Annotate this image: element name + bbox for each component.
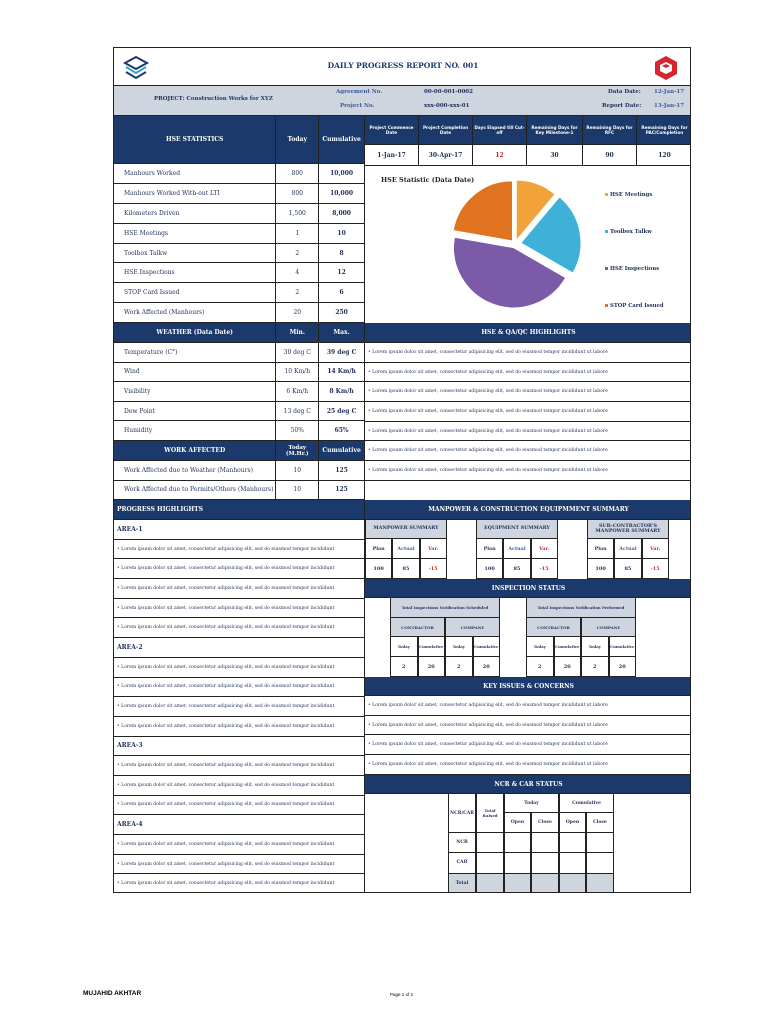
actual-label: Actual <box>392 539 419 559</box>
weather-row-min: 13 deg C <box>276 402 319 421</box>
legend-label: STOP Card Issued <box>610 303 664 309</box>
date-header: Project Completion Date <box>419 116 473 144</box>
hse-row <box>114 184 364 204</box>
ncr-empty-cell <box>559 874 586 893</box>
plan-value: 100 <box>587 559 614 579</box>
hse-row-cumulative: 10 <box>337 229 346 237</box>
hse-highlight-item: • Lorem ipsum dolor sit amet, consectetur adipisicing elit, sed do eiusmod tempor incididunt ut labore <box>365 363 691 383</box>
hse-cumulative-header: Cumulative <box>322 136 361 143</box>
work-affected-rows <box>114 461 364 500</box>
actual-label: Actual <box>503 539 530 559</box>
weather-row-label: Humidity <box>114 421 276 440</box>
hse-highlight-item: • Lorem ipsum dolor sit amet, consectetur adipisicing elit, sed do eiusmod tempor incididunt ut labore <box>365 461 691 481</box>
manpower-groups <box>365 520 691 579</box>
project-info-band <box>114 86 691 116</box>
progress-item: AREA-3 <box>114 737 364 757</box>
date-value: 90 <box>583 145 637 165</box>
plan-label: Plan <box>587 539 614 559</box>
ncr-row-label: CAR <box>448 853 476 873</box>
daily-progress-report <box>113 47 691 893</box>
manpower-summary <box>365 500 691 579</box>
progress-item: • Lorem ipsum dolor sit amet, consectetur adipisicing elit, sed do eiusmod tempor incididunt <box>114 717 364 737</box>
report-date-label: Report Date: <box>602 103 642 109</box>
hse-row-cumulative: 10,000 <box>330 169 354 177</box>
hse-highlight-item: • Lorem ipsum dolor sit amet, consectetur adipisicing elit, sed do eiusmod tempor incididunt ut labore <box>365 422 691 442</box>
hse-row <box>114 204 364 224</box>
weather-row-label: Temperature (C°) <box>114 343 276 362</box>
hse-highlight-item: • Lorem ipsum dolor sit amet, consectetur adipisicing elit, sed do eiusmod tempor incididunt ut labore <box>365 343 691 363</box>
date-value: 120 <box>658 151 671 159</box>
hse-row-cumulative: 10,000 <box>330 189 354 197</box>
var-value: -15 <box>531 559 558 579</box>
key-issues-list <box>365 696 691 775</box>
date-header: Project Commence Date <box>365 116 419 144</box>
ncr-empty-cell <box>531 853 559 873</box>
progress-item: • Lorem ipsum dolor sit amet, consectetur adipisicing elit, sed do eiusmod tempor incididunt <box>114 874 364 893</box>
report-header <box>114 48 691 86</box>
ncr-col-label: NCR/CAR <box>448 794 476 833</box>
plan-label: Plan <box>476 539 503 559</box>
data-date-label: Data Date: <box>608 89 641 95</box>
ncr-empty-cell <box>559 853 586 873</box>
weather-min-header: Min. <box>276 323 319 342</box>
weather-row-max: 25 deg C <box>326 407 357 415</box>
hse-highlight-item: • Lorem ipsum dolor sit amet, consectetur adipisicing elit, sed do eiusmod tempor incididunt ut labore <box>365 382 691 402</box>
weather-table <box>114 323 365 441</box>
date-headers-row <box>365 116 691 145</box>
ncr-empty-cell <box>476 853 504 873</box>
key-issues-header: KEY ISSUES & CONCERNS <box>365 677 691 696</box>
work-affected-header-row <box>114 441 364 461</box>
hse-row <box>114 263 364 283</box>
weather-row-min: 10 Km/h <box>276 363 319 382</box>
ncr-empty-cell <box>586 874 614 893</box>
weather-rows <box>114 343 364 441</box>
progress-item: • Lorem ipsum dolor sit amet, consectetur adipisicing elit, sed do eiusmod tempor incididunt <box>114 756 364 776</box>
hse-highlights-header: HSE & QA/QC HIGHLIGHTS <box>365 323 691 343</box>
project-prefix: PROJECT: <box>154 96 185 102</box>
ncr-empty-cell <box>531 833 559 853</box>
actual-value: 85 <box>392 559 419 579</box>
manpower-group-title: SUB-CONTRACTOR'S MANPOWER SUMMARY <box>587 520 669 539</box>
progress-item: • Lorem ipsum dolor sit amet, consectetur adipisicing elit, sed do eiusmod tempor incididunt <box>114 618 364 638</box>
ncr-row-label: NCR <box>448 833 476 853</box>
work-affected-row <box>114 481 364 501</box>
hse-row-today: 1,500 <box>276 204 319 223</box>
weather-row <box>114 421 364 441</box>
inspection-value: 20 <box>473 657 501 677</box>
hse-highlight-item: • Lorem ipsum dolor sit amet, consectetur adipisicing elit, sed do eiusmod tempor incididunt ut labore <box>365 441 691 461</box>
var-value: -15 <box>420 559 447 579</box>
hse-row-label: Manhours Worked With-out LTI <box>114 184 276 203</box>
manpower-header: MANPOWER & CONSTRUCTION EQUIPMMENT SUMMARY <box>365 500 691 520</box>
data-date-value: 12-Jan-17 <box>654 89 685 95</box>
progress-highlights <box>114 500 365 893</box>
work-affected-cumulative-header: Cumulative <box>322 447 361 454</box>
project-no-value: xxx-000-xxx-01 <box>424 103 470 109</box>
weather-max-header: Max. <box>333 329 350 336</box>
hse-row-cumulative: 6 <box>339 289 344 297</box>
work-affected-label: Work Affected due to Weather (Manhours) <box>114 461 276 480</box>
work-affected-today: 10 <box>276 481 319 500</box>
date-value: 1-Jan-17 <box>365 145 419 165</box>
ncr-header: NCR & CAR STATUS <box>365 775 691 794</box>
progress-item: AREA-2 <box>114 638 364 658</box>
progress-item: AREA-4 <box>114 815 364 835</box>
legend-label: HSE Inspections <box>610 266 660 272</box>
hse-row-cumulative: 8,000 <box>332 209 351 217</box>
weather-row-max: 39 deg C <box>326 348 357 356</box>
weather-row-label: Wind <box>114 363 276 382</box>
actual-value: 85 <box>503 559 530 579</box>
var-label: Var. <box>420 539 447 559</box>
inspection-value: 20 <box>554 657 582 677</box>
progress-item: • Lorem ipsum dolor sit amet, consectetur adipisicing elit, sed do eiusmod tempor incididunt <box>114 678 364 698</box>
ncr-row-label: Total <box>448 874 476 893</box>
hse-row-cumulative: 8 <box>339 249 344 257</box>
weather-row-min: 6 Km/h <box>276 382 319 401</box>
chart-title: HSE Statistic (Data Date) <box>381 176 475 184</box>
work-affected-row <box>114 461 364 481</box>
date-value: 30-Apr-17 <box>419 145 473 165</box>
pie-slice-stop-card-issued <box>453 181 512 241</box>
legend-swatch <box>605 304 608 307</box>
inspection-contractor: CONTRACTOR <box>526 618 581 637</box>
date-header: Days Elapsed till Cut-off <box>473 116 527 144</box>
work-affected-table <box>114 441 365 500</box>
ncr-empty-cell <box>504 853 531 873</box>
weather-row-max: 8 Km/h <box>329 387 354 395</box>
footer-author: MUJAHID AKHTAR <box>83 990 142 997</box>
inspection-status <box>365 579 691 677</box>
ncr-empty-cell <box>504 833 531 853</box>
hse-row <box>114 244 364 264</box>
hse-row-label: Work Affected (Manhours) <box>114 303 276 322</box>
inspection-col-label: Cumulative <box>418 637 446 657</box>
ncr-today-header: Today <box>504 794 559 813</box>
progress-item: • Lorem ipsum dolor sit amet, consectetur adipisicing elit, sed do eiusmod tempor incididunt <box>114 855 364 875</box>
date-header: Remaining Days for Key Milestone-1 <box>527 116 583 144</box>
inspection-value: 2 <box>581 657 609 677</box>
hse-chart <box>365 166 691 323</box>
inspection-group-title: Total Inspections Notification Performed <box>526 598 636 618</box>
weather-row-max: 65% <box>334 427 349 435</box>
hse-row-today: 4 <box>276 263 319 282</box>
inspection-value: 2 <box>445 657 473 677</box>
progress-list <box>114 520 364 893</box>
date-milestones <box>365 116 691 166</box>
weather-header-row <box>114 323 364 343</box>
inspection-value: 20 <box>609 657 637 677</box>
pie-chart <box>365 166 691 323</box>
ncr-empty-cell <box>559 833 586 853</box>
hse-row-label: STOP Card Issued <box>114 283 276 302</box>
agreement-value: 00-00-001-0002 <box>424 89 473 95</box>
hse-row-today: 2 <box>276 283 319 302</box>
inspection-col-label: Cumulative <box>554 637 582 657</box>
progress-item: AREA-1 <box>114 520 364 540</box>
progress-item: • Lorem ipsum dolor sit amet, consectetur adipisicing elit, sed do eiusmod tempor incididunt <box>114 579 364 599</box>
weather-row <box>114 363 364 383</box>
ncr-empty-cell <box>476 874 504 893</box>
agreement-label: Agreement No. <box>336 89 383 95</box>
weather-header: WEATHER (Data Date) <box>114 323 276 342</box>
weather-row <box>114 402 364 422</box>
hse-rows <box>114 164 364 323</box>
weather-row <box>114 382 364 402</box>
weather-row-min: 50% <box>276 421 319 440</box>
hse-today-header: Today <box>276 116 319 163</box>
footer-page-number: Page 1 of 2 <box>390 992 414 997</box>
weather-row <box>114 343 364 363</box>
hse-row-label: Manhours Worked <box>114 164 276 183</box>
weather-row-label: Dew Point <box>114 402 276 421</box>
inspection-company: COMPANY <box>581 618 636 637</box>
inspection-value: 2 <box>526 657 554 677</box>
hse-header-row <box>114 116 364 164</box>
date-header: Remaining Days for PAC/Completion <box>641 125 688 135</box>
hse-row <box>114 303 364 323</box>
progress-item: • Lorem ipsum dolor sit amet, consectetur adipisicing elit, sed do eiusmod tempor incididunt <box>114 697 364 717</box>
ncr-empty-cell <box>586 833 614 853</box>
red-hexagon-logo-icon <box>652 54 680 82</box>
hse-highlights-list <box>365 343 691 481</box>
work-affected-cumulative: 125 <box>335 466 348 474</box>
date-header: Remaining Days for RFC <box>583 116 637 144</box>
hse-row-today: 2 <box>276 244 319 263</box>
inspection-company: COMPANY <box>445 618 500 637</box>
var-value: -15 <box>642 559 669 579</box>
hse-row-label: HSE Inspections <box>114 263 276 282</box>
hse-row-today: 20 <box>276 303 319 322</box>
progress-item: • Lorem ipsum dolor sit amet, consectetur adipisicing elit, sed do eiusmod tempor incididunt <box>114 796 364 816</box>
progress-item: • Lorem ipsum dolor sit amet, consectetur adipisicing elit, sed do eiusmod tempor incididunt <box>114 599 364 619</box>
progress-item: • Lorem ipsum dolor sit amet, consectetur adipisicing elit, sed do eiusmod tempor incididunt <box>114 559 364 579</box>
inspection-group-title: Total Inspections Notification Scheduled <box>390 598 500 618</box>
key-issue-item: • Lorem ipsum dolor sit amet, consectetur adipisicing elit, sed do eiusmod tempor incididunt ut labore <box>365 735 691 755</box>
work-affected-today-header: Today (M.Hr.) <box>276 441 319 460</box>
plan-value: 100 <box>365 559 392 579</box>
ncr-close-today: Close <box>531 813 559 833</box>
hse-row <box>114 283 364 303</box>
hse-row-cumulative: 12 <box>337 269 346 277</box>
inspection-value: 2 <box>390 657 418 677</box>
hse-row-label: HSE Meetings <box>114 224 276 243</box>
work-affected-today: 10 <box>276 461 319 480</box>
weather-row-min: 30 deg C <box>276 343 319 362</box>
ncr-open-today: Open <box>504 813 531 833</box>
legend-swatch <box>605 267 608 270</box>
weather-row-max: 14 Km/h <box>327 368 356 376</box>
inspection-col-label: Cumulative <box>473 637 501 657</box>
manpower-group-title: EQUIPMENT SUMMARY <box>476 520 558 539</box>
key-issues <box>365 677 691 775</box>
hse-highlight-item: • Lorem ipsum dolor sit amet, consectetur adipisicing elit, sed do eiusmod tempor incididunt ut labore <box>365 402 691 422</box>
work-affected-label: Work Affected due to Permits/Others (Manhours) <box>114 481 276 500</box>
hse-row-label: Kilometers Driven <box>114 204 276 223</box>
legend-swatch <box>605 193 608 196</box>
hse-header: HSE STATISTICS <box>114 116 276 163</box>
ncr-table <box>365 794 691 893</box>
legend-label: HSE Meetings <box>610 192 653 198</box>
plan-label: Plan <box>365 539 392 559</box>
ncr-total-raised: Total Raised <box>476 794 504 833</box>
project-line <box>154 96 273 102</box>
var-label: Var. <box>531 539 558 559</box>
inspection-groups <box>365 598 691 677</box>
work-affected-cumulative: 125 <box>335 486 348 494</box>
inspection-col-label: Today <box>526 637 554 657</box>
report-date-value: 13-Jan-17 <box>654 103 685 109</box>
weather-row-label: Visibility <box>114 382 276 401</box>
key-issue-item: • Lorem ipsum dolor sit amet, consectetur adipisicing elit, sed do eiusmod tempor incididunt ut labore <box>365 696 691 716</box>
legend-label: Toolbox Talkw <box>610 229 652 235</box>
progress-item: • Lorem ipsum dolor sit amet, consectetur adipisicing elit, sed do eiusmod tempor incididunt <box>114 658 364 678</box>
ncr-open-cum: Open <box>559 813 586 833</box>
ncr-empty-cell <box>504 874 531 893</box>
key-issue-item: • Lorem ipsum dolor sit amet, consectetur adipisicing elit, sed do eiusmod tempor incididunt ut labore <box>365 755 691 775</box>
progress-item: • Lorem ipsum dolor sit amet, consectetur adipisicing elit, sed do eiusmod tempor incididunt <box>114 835 364 855</box>
inspection-value: 20 <box>418 657 446 677</box>
project-name: Construction Works for XYZ <box>186 96 273 102</box>
inspection-col-label: Today <box>581 637 609 657</box>
progress-item: • Lorem ipsum dolor sit amet, consectetur adipisicing elit, sed do eiusmod tempor incididunt <box>114 540 364 560</box>
hse-row-today: 1 <box>276 224 319 243</box>
hse-row <box>114 224 364 244</box>
hse-highlights <box>365 323 691 500</box>
ncr-cumulative-header: Cumulative <box>559 794 614 813</box>
hse-row-label: Toolbox Talkw <box>114 244 276 263</box>
inspection-contractor: CONTRACTOR <box>390 618 445 637</box>
var-label: Var. <box>642 539 669 559</box>
inspection-col-label: Today <box>390 637 418 657</box>
ncr-close-cum: Close <box>586 813 614 833</box>
hse-row-cumulative: 250 <box>335 309 348 317</box>
key-issue-item: • Lorem ipsum dolor sit amet, consectetur adipisicing elit, sed do eiusmod tempor incididunt ut labore <box>365 716 691 736</box>
progress-item: • Lorem ipsum dolor sit amet, consectetur adipisicing elit, sed do eiusmod tempor incididunt <box>114 776 364 796</box>
ncr-empty-cell <box>476 833 504 853</box>
date-values-row <box>365 145 691 166</box>
progress-header: PROGRESS HIGHLIGHTS <box>114 500 364 520</box>
work-affected-header: WORK AFFECTED <box>114 441 276 460</box>
ncr-empty-cell <box>531 874 559 893</box>
plan-value: 100 <box>476 559 503 579</box>
hse-row-today: 800 <box>276 184 319 203</box>
ncr-empty-cell <box>586 853 614 873</box>
hse-statistics-table <box>114 116 365 323</box>
hse-row-today: 800 <box>276 164 319 183</box>
actual-value: 85 <box>614 559 641 579</box>
actual-label: Actual <box>614 539 641 559</box>
hse-row <box>114 164 364 184</box>
legend-swatch <box>605 230 608 233</box>
inspection-col-label: Cumulative <box>609 637 637 657</box>
inspection-col-label: Today <box>445 637 473 657</box>
manpower-group-title: MANPOWER SUMMARY <box>365 520 447 539</box>
report-title: DAILY PROGRESS REPORT NO. 001 <box>327 61 479 70</box>
date-value: 12 <box>473 145 527 165</box>
date-value: 30 <box>527 145 583 165</box>
inspection-header: INSPECTION STATUS <box>365 579 691 598</box>
ncr-car-status <box>365 775 691 893</box>
project-no-label: Project No. <box>340 103 375 109</box>
